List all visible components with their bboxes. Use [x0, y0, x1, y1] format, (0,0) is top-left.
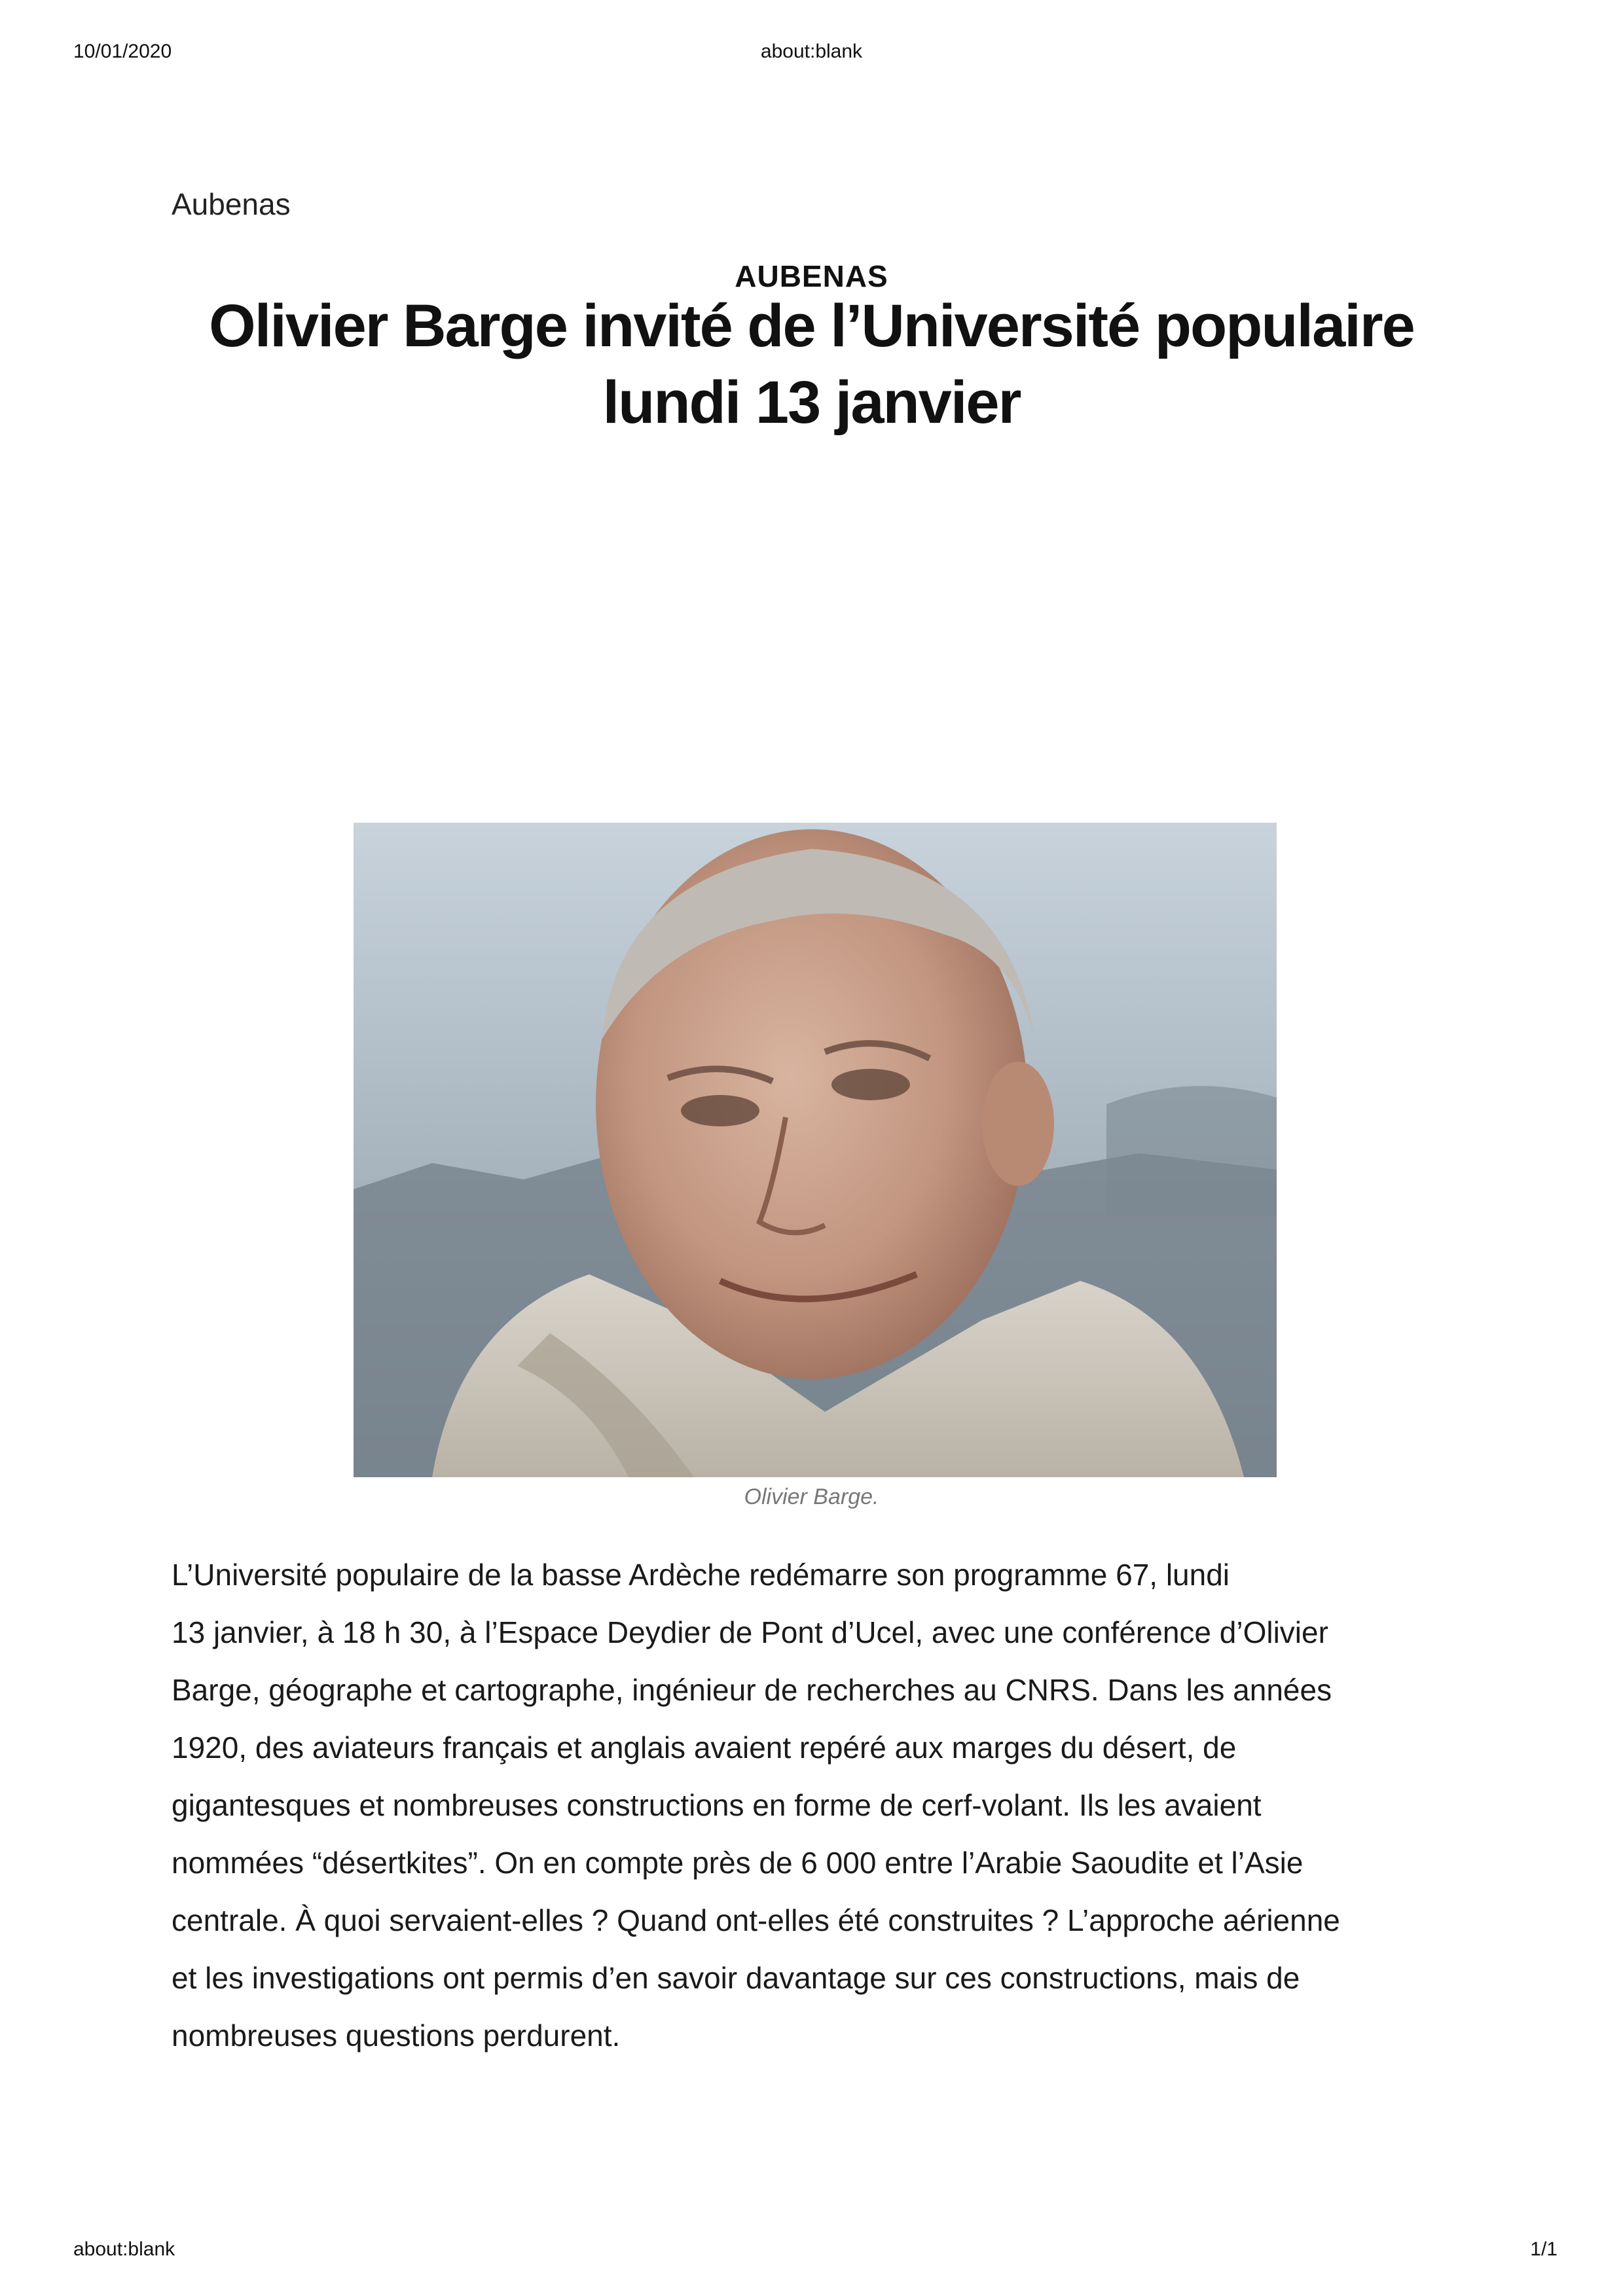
body-line: et les investigations ont permis d’en savoir davantage sur ces constructions, mais de [172, 1961, 1300, 1995]
left-eye [681, 1095, 759, 1126]
print-footer-page-number: 1/1 [1530, 2238, 1558, 2260]
photo-caption: Olivier Barge. [744, 1484, 879, 1509]
portrait-illustration [354, 823, 1277, 1477]
body-line: 13 janvier, à 18 h 30, à l’Espace Deydier de Pont d’Ucel, avec une conférence d’Olivier [172, 1615, 1328, 1649]
print-header-url: about:blank [760, 41, 863, 62]
body-line: nombreuses questions perdurent. [172, 2018, 621, 2053]
body-line: 1920, des aviateurs français et anglais avaient repéré aux marges du désert, de [172, 1731, 1237, 1765]
body-line: gigantesques et nombreuses constructions en forme de cerf-volant. Ils les avaient [172, 1788, 1262, 1822]
article-headline [131, 288, 1492, 441]
body-line: nommées “désertkites”. On en compte près de 6 000 entre l’Arabie Saoudite et l’Asie [172, 1846, 1304, 1880]
article-photo [354, 823, 1277, 1477]
section-label: Aubenas [172, 187, 291, 221]
headline-line-1: Olivier Barge invité de l’Université populaire [209, 293, 1414, 359]
body-line: centrale. À quoi servaient-elles ? Quand ont-elles été construites ? L’approche aérienne [172, 1903, 1340, 1937]
body-line: Barge, géographe et cartographe, ingénieur de recherches au CNRS. Dans les années [172, 1673, 1332, 1707]
right-eye [831, 1069, 910, 1100]
article-kicker: AUBENAS [735, 259, 888, 293]
print-footer-url: about:blank [73, 2238, 175, 2260]
ear [982, 1062, 1054, 1186]
body-line: L’Université populaire de la basse Ardèche redémarre son programme 67, lundi [172, 1558, 1230, 1592]
background-hill [1106, 1086, 1277, 1215]
print-header-date: 10/01/2020 [73, 41, 172, 62]
article-body [172, 1546, 1474, 2064]
headline-line-2: lundi 13 janvier [602, 369, 1021, 436]
